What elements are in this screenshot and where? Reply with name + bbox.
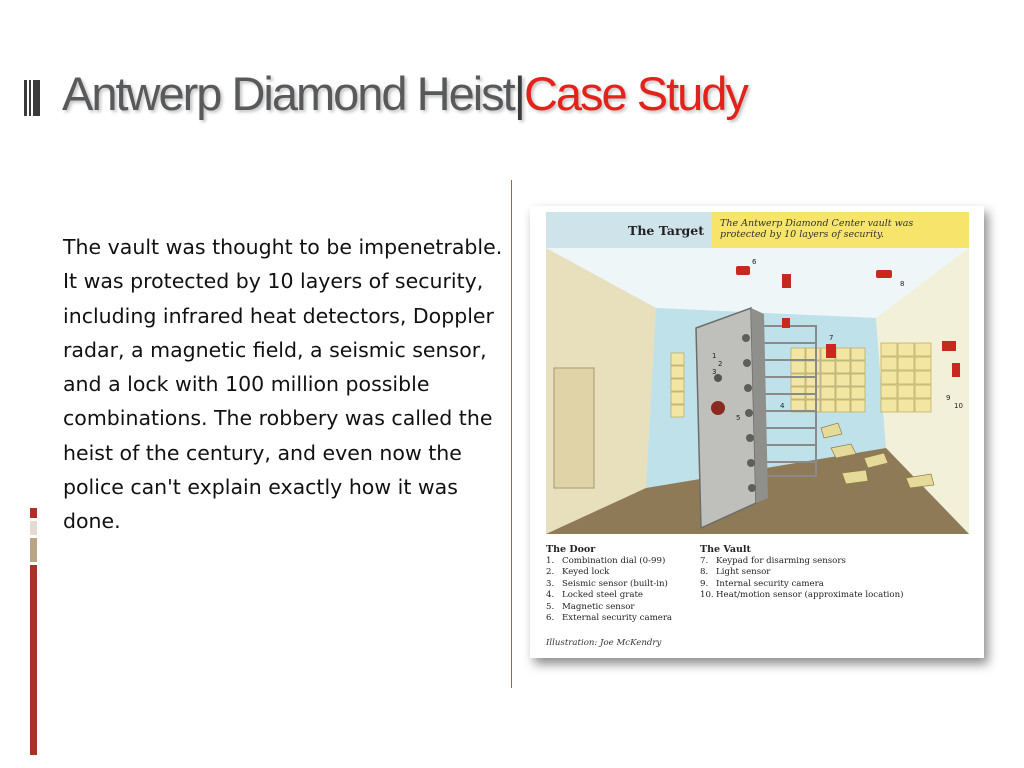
door-legend-heading: The Door (546, 544, 596, 555)
callout-number-10: 10 (954, 402, 963, 410)
callout-number-1: 1 (712, 352, 717, 360)
callout-number-6: 6 (752, 258, 757, 266)
body-paragraph: The vault was thought to be impenetrable. It was protected by 10 layers of security, including infrared heat detectors, Doppler radar, a magnetic field, a seismic sensor, and a lock with 100 million possible combinations. The robbery was called the heist of the century, and even now the police can't explain exactly how it was done. (63, 235, 503, 534)
callout-number-2: 2 (718, 360, 723, 368)
legend-item: 8. Light sensor (700, 567, 771, 578)
legend-item: 9. Internal security camera (700, 578, 824, 589)
legend-item: 1. Combination dial (0-99) (546, 556, 666, 566)
title-accent: Case Study (523, 67, 747, 120)
infographic-caption: The Antwerp Diamond Center vault was protected by 10 layers of security. (712, 212, 969, 248)
callout-number-5: 5 (736, 414, 741, 422)
callout-number-8: 8 (900, 280, 905, 288)
callout-number-4: 4 (780, 402, 785, 410)
infographic-label: The Target (546, 212, 712, 248)
legend-item: 3. Seismic sensor (built-in) (546, 578, 668, 589)
legend-item: 2. Keyed lock (546, 567, 610, 578)
infographic-header (546, 212, 969, 248)
vault-infographic (530, 206, 984, 658)
callout-number-9: 9 (946, 394, 951, 402)
callout-number-7: 7 (829, 334, 834, 342)
vault-illustration (546, 248, 969, 534)
illustration-credit: Illustration: Joe McKendry (546, 638, 662, 648)
legend-item: 4. Locked steel grate (546, 590, 644, 601)
door-legend (546, 544, 696, 624)
vault-legend (700, 544, 980, 602)
callout-number-3: 3 (712, 368, 717, 376)
title-decoration-icon (24, 80, 40, 116)
title-main: Antwerp Diamond Heist (62, 67, 514, 120)
title-separator: | (513, 67, 524, 120)
vault-legend-heading: The Vault (700, 544, 751, 555)
legend-item: 6. External security camera (546, 613, 673, 624)
vertical-divider (511, 180, 512, 688)
slide-title (62, 66, 747, 121)
left-accent-bar (30, 508, 37, 755)
legend-item: 10. Heat/motion sensor (approximate location) (700, 590, 904, 601)
legend-item: 7. Keypad for disarming sensors (700, 556, 846, 566)
legend-item: 5. Magnetic sensor (546, 601, 635, 612)
